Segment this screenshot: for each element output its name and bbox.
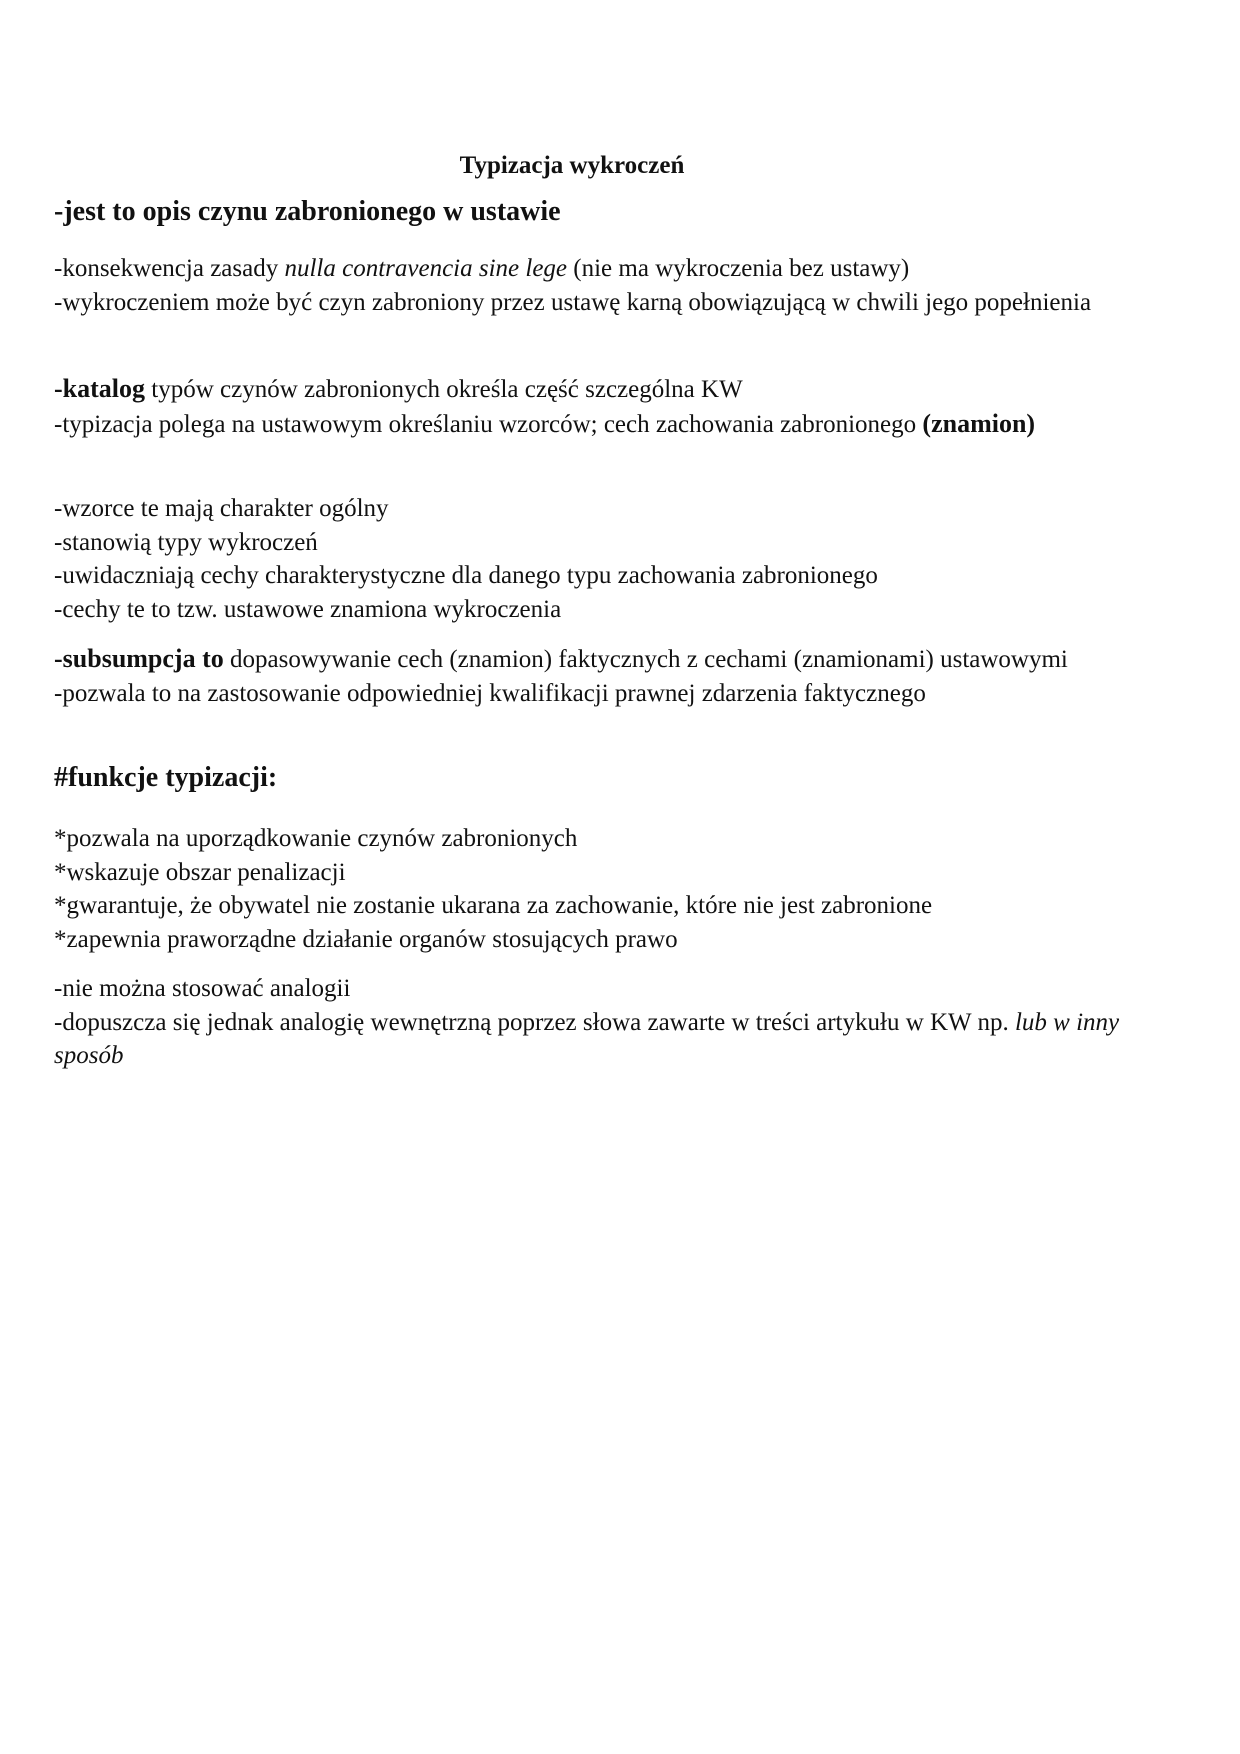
- line: -pozwala to na zastosowanie odpowiedniej kwalifikacji prawnej zdarzenia faktycznego: [54, 679, 926, 707]
- list-item: *gwarantuje, że obywatel nie zostanie ukarana za zachowanie, które nie jest zabronione: [54, 892, 933, 919]
- paragraph-consequence: [54, 252, 1124, 319]
- line: -cechy te to tzw. ustawowe znamiona wykroczenia: [54, 595, 562, 623]
- list-item: *wskazuje obszar penalizacji: [54, 858, 346, 886]
- heading-functions: #funkcje typizacji:: [54, 762, 278, 793]
- paragraph-subsumption: [54, 642, 1124, 710]
- line: -konsekwencja zasady nulla contravencia sine lege (nie ma wykroczenia bez ustawy): [54, 255, 910, 282]
- line: -stanowią typy wykroczeń: [54, 528, 318, 556]
- line: -typizacja polega na ustawowym określaniu wzorców; cech zachowania zabronionego (znamion): [54, 408, 1036, 438]
- document-title: Typizacja wykroczeń: [459, 152, 685, 179]
- list-item: *pozwala na uporządkowanie czynów zabronionych: [54, 825, 578, 852]
- paragraph-patterns: [54, 492, 1124, 626]
- bold-term: (znamion): [922, 408, 1036, 438]
- line: -wzorce te mają charakter ogólny: [54, 495, 389, 522]
- line: -katalog typów czynów zabronionych określa część szczególna KW: [54, 374, 743, 403]
- paragraph-functions-list: [54, 822, 1124, 956]
- line: -subsumpcja to dopasowywanie cech (znamion) faktycznych z cechami (znamionami) ustawowymi: [54, 644, 1068, 673]
- latin-maxim: nulla contravencia sine lege: [284, 255, 568, 282]
- paragraph-catalog: [54, 372, 1124, 441]
- line: -uwidaczniają cechy charakterystyczne dla danego typu zachowania zabronionego: [54, 562, 878, 589]
- list-item: *zapewnia praworządne działanie organów stosujących prawo: [54, 925, 678, 953]
- heading-definition: -jest to opis czynu zabronionego w ustawie: [54, 196, 561, 227]
- line: -nie można stosować analogii: [54, 975, 351, 1002]
- paragraph-analogy: [54, 972, 1124, 1073]
- italic-example: lub w inny sposób: [54, 1008, 1120, 1069]
- line: -wykroczeniem może być czyn zabroniony przez ustawę karną obowiązującą w chwili jego popełnienia: [54, 288, 1092, 316]
- line: -dopuszcza się jednak analogię wewnętrzną poprzez słowa zawarte w treści artykułu w KW np. lub w inny sposób: [54, 1008, 1120, 1069]
